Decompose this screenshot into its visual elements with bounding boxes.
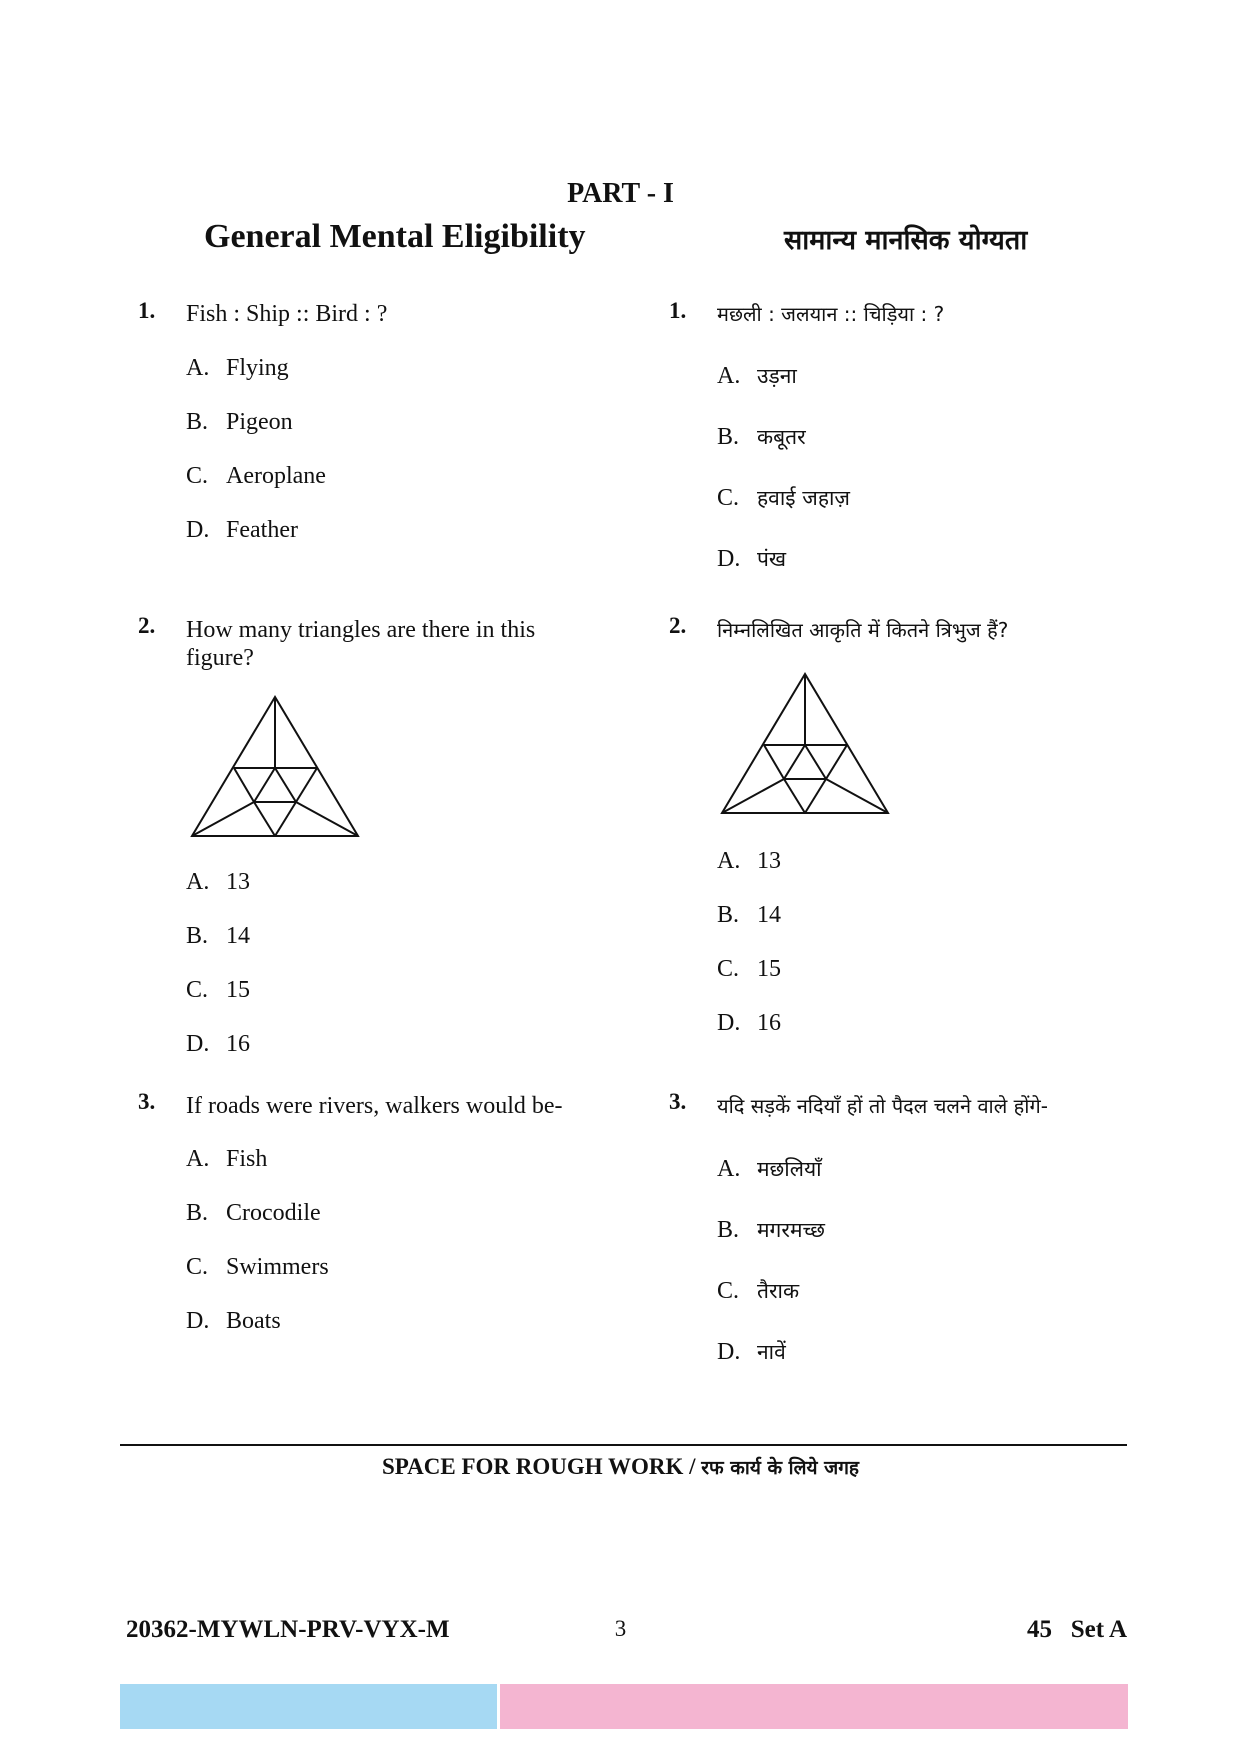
option [717, 1010, 781, 1037]
option-text: कबूतर [757, 425, 806, 449]
option-text: नावें [757, 1340, 786, 1364]
option-letter: B. [186, 409, 209, 435]
option-text: Swimmers [226, 1254, 329, 1280]
option-letter: B. [717, 902, 740, 928]
option-text: 15 [757, 956, 781, 982]
option [717, 1155, 822, 1183]
option [186, 1031, 250, 1058]
question-text: निम्नलिखित आकृति में कितने त्रिभुज हैं? [717, 618, 1009, 642]
option [186, 517, 298, 544]
option-letter: C. [717, 485, 740, 511]
option [186, 1146, 267, 1173]
option-letter: C. [717, 956, 740, 982]
set-label: 45 Set A [1027, 1616, 1127, 1643]
option-letter: D. [186, 1031, 210, 1057]
option [186, 1200, 321, 1227]
option-text: Aeroplane [226, 463, 326, 489]
part-title: PART - I [567, 178, 674, 209]
option [186, 463, 326, 490]
option-text: 13 [226, 869, 250, 895]
question-text: यदि सड़कें नदियाँ हों तो पैदल चलने वाले होंगे- [717, 1094, 1048, 1118]
option-letter: A. [717, 1156, 741, 1182]
option-letter: A. [717, 848, 741, 874]
option-text: मगरमच्छ [757, 1218, 825, 1242]
option-text: Boats [226, 1308, 281, 1334]
option-letter: C. [186, 1254, 209, 1280]
option-letter: C. [717, 1278, 740, 1304]
question-number: 2. [669, 613, 687, 638]
rough-work-label-en: SPACE FOR ROUGH WORK / [382, 1454, 696, 1479]
option [717, 1338, 786, 1366]
option [717, 902, 781, 929]
option-letter: D. [717, 1010, 741, 1036]
section-heading-hindi: सामान्य मानसिक योग्यता [784, 225, 1028, 256]
option-text: 16 [757, 1010, 781, 1036]
option-text: 14 [226, 923, 250, 949]
color-band-pink [500, 1684, 1128, 1729]
page-number: 3 [614, 1616, 627, 1641]
option-text: Fish [226, 1146, 268, 1172]
section-heading-english: General Mental Eligibility [204, 218, 586, 255]
option-letter: A. [186, 355, 210, 381]
question-number: 2. [138, 613, 156, 638]
color-band-blue [120, 1684, 497, 1729]
option [186, 1308, 281, 1335]
option [717, 848, 781, 875]
question-number: 1. [669, 298, 687, 323]
option [186, 923, 250, 950]
option-text: हवाई जहाज़ [757, 486, 851, 510]
option [186, 869, 250, 896]
option-letter: C. [186, 463, 209, 489]
option-letter: B. [186, 1200, 209, 1226]
question-number: 1. [138, 298, 156, 323]
option-text: 16 [226, 1031, 250, 1057]
rough-work-label-hi: रफ कार्य के लिये जगह [701, 1457, 859, 1479]
triangle-figure [190, 695, 362, 840]
option [717, 956, 781, 983]
option [717, 362, 797, 390]
option [186, 355, 289, 382]
option [717, 423, 806, 451]
option-text: पंख [757, 547, 787, 571]
option-letter: D. [717, 546, 741, 572]
option-letter: A. [186, 1146, 210, 1172]
option-letter: C. [186, 977, 209, 1003]
option-letter: D. [717, 1339, 741, 1365]
option [186, 1254, 329, 1281]
triangle-figure [720, 672, 892, 817]
option-text: Flying [226, 355, 289, 381]
option-letter: D. [186, 517, 210, 543]
question-text: If roads were rivers, walkers would be- [186, 1093, 563, 1119]
option-text: तैराक [757, 1279, 800, 1303]
option [717, 545, 786, 573]
question-text: How many triangles are there in this figure? [186, 617, 536, 671]
question-number: 3. [138, 1089, 156, 1114]
option-letter: D. [186, 1308, 210, 1334]
question-text: मछली : जलयान :: चिड़िया : ? [717, 302, 945, 326]
option-text: 14 [757, 902, 781, 928]
option-text: मछलियाँ [757, 1157, 822, 1181]
option-text: Pigeon [226, 409, 293, 435]
option-text: 15 [226, 977, 250, 1003]
option-text: 13 [757, 848, 781, 874]
option-letter: B. [186, 923, 209, 949]
option [186, 409, 293, 436]
option-letter: B. [717, 424, 740, 450]
question-number: 3. [669, 1089, 687, 1114]
option-letter: A. [186, 869, 210, 895]
option [717, 1277, 799, 1305]
option [186, 977, 250, 1004]
rough-work-divider [120, 1444, 1127, 1446]
option [717, 484, 850, 512]
option-letter: B. [717, 1217, 740, 1243]
option-text: उड़ना [757, 364, 797, 388]
option-letter: A. [717, 363, 741, 389]
option [717, 1216, 825, 1244]
option-text: Crocodile [226, 1200, 321, 1226]
question-text: Fish : Ship :: Bird : ? [186, 301, 388, 327]
rough-work-label [0, 1454, 1241, 1480]
paper-code: 20362-MYWLN-PRV-VYX-M [126, 1616, 450, 1643]
option-text: Feather [226, 517, 298, 543]
